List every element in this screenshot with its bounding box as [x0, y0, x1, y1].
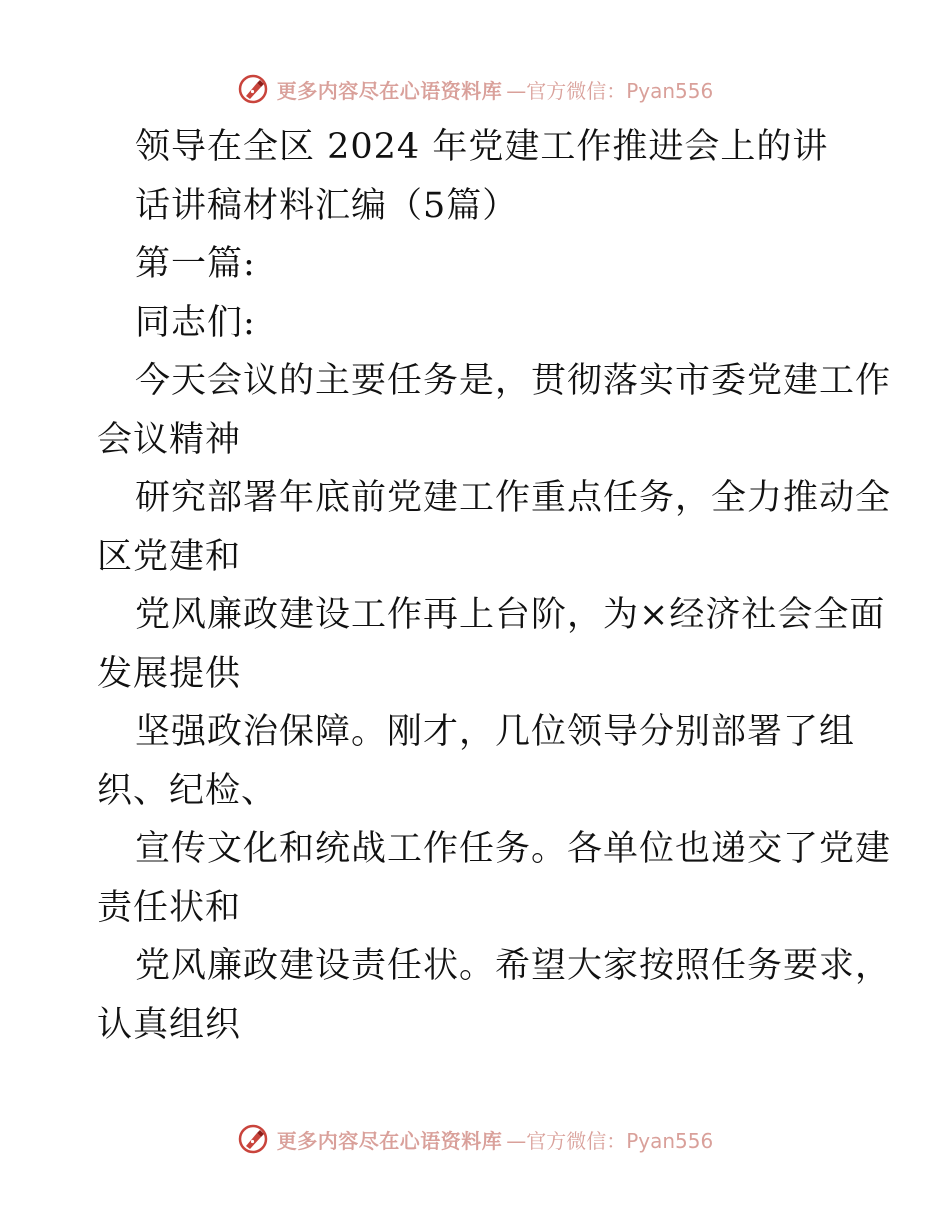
header-watermark: [0, 72, 950, 106]
paragraph-line: 区党建和: [97, 536, 242, 577]
paragraph-line: 会议精神: [97, 419, 242, 460]
watermark-wechat-text: —官方微信：Pyan556: [506, 78, 714, 103]
paragraph-line: 发展提供: [97, 653, 242, 694]
doc-title-line-2: 话讲稿材料汇编（5篇）: [135, 185, 519, 226]
paragraph-line: 认真组织: [97, 1004, 242, 1045]
section-heading: 第一篇:: [135, 244, 256, 284]
paragraph-line: 党风廉政建设责任状。希望大家按照任务要求，: [135, 946, 892, 986]
footer-watermark: [0, 1122, 950, 1156]
paragraph-line: 坚强政治保障。刚才，几位领导分别部署了组: [135, 712, 856, 752]
document-body: [97, 118, 892, 1054]
paragraph-line: 研究部署年底前党建工作重点任务，全力推动全: [135, 478, 892, 518]
watermark-library-text: 更多内容尽在心语资料库: [276, 1128, 503, 1153]
salutation: 同志们:: [135, 302, 256, 343]
paragraph-line: 织、纪检、: [97, 770, 278, 811]
paragraph-line: 宣传文化和统战工作任务。各单位也递交了党建: [135, 829, 892, 869]
paragraph-line: 今天会议的主要任务是，贯彻落实市委党建工作: [135, 361, 892, 401]
pen-nib-logo-icon: [237, 1123, 269, 1155]
paragraph-line: 党风廉政建设工作再上台阶，为×经济社会全面: [135, 595, 886, 635]
pen-nib-logo-icon: [237, 73, 269, 105]
paragraph-line: 责任状和: [97, 887, 242, 928]
watermark-library-text: 更多内容尽在心语资料库: [276, 78, 503, 103]
doc-title-line-1: 领导在全区 2024 年党建工作推进会上的讲: [135, 127, 829, 167]
watermark-wechat-text: —官方微信：Pyan556: [506, 1128, 714, 1153]
